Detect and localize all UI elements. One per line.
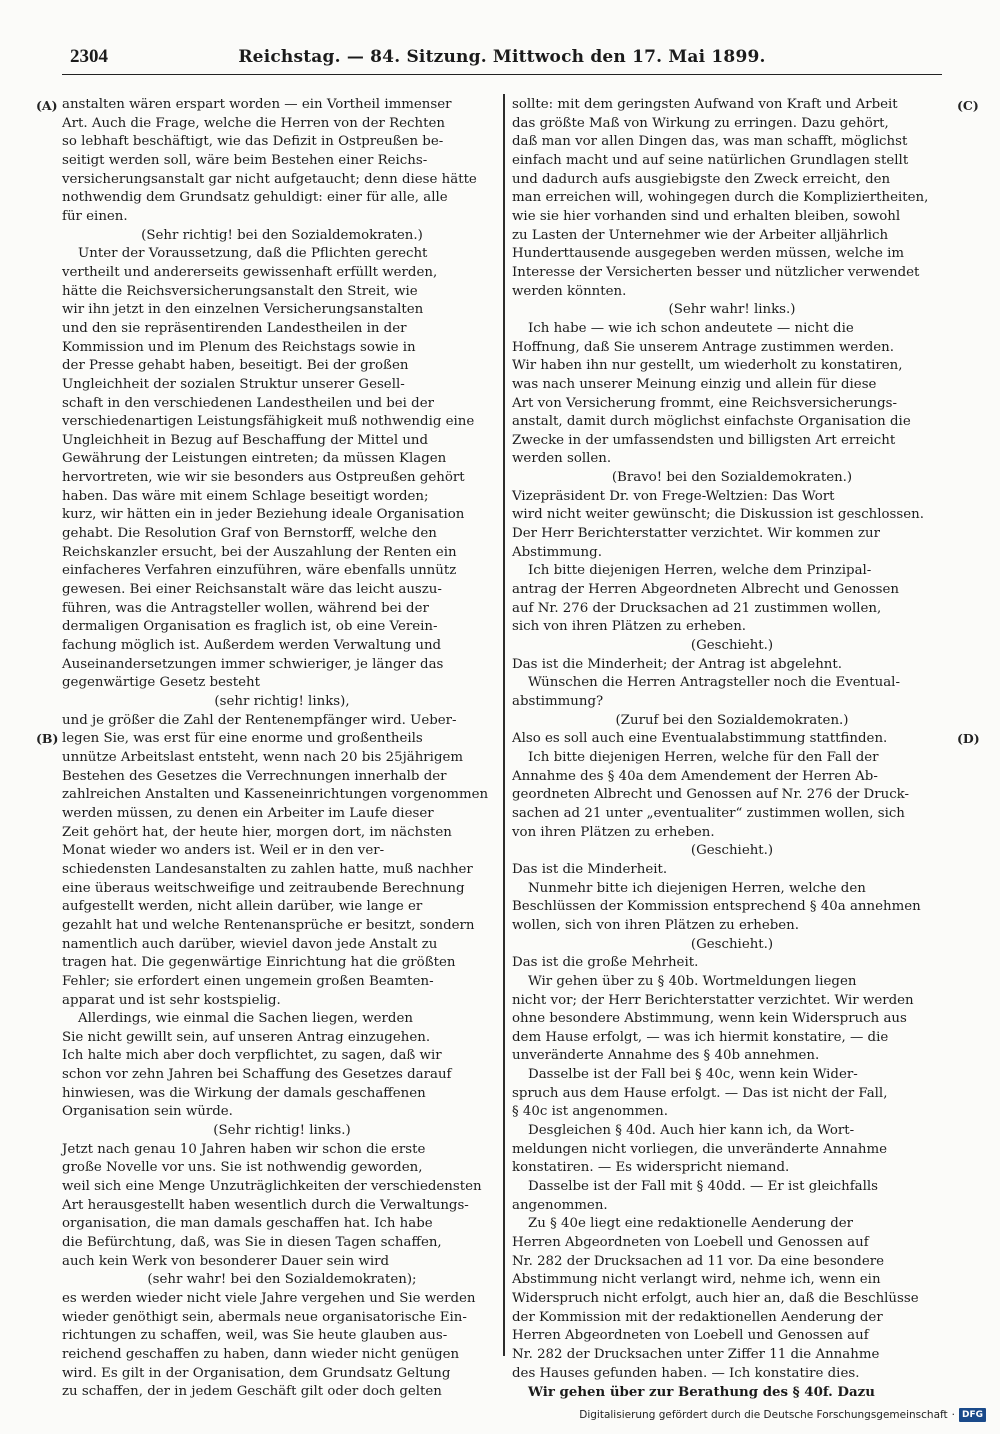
text-line: Nunmehr bitte ich diejenigen Herren, welche den: [528, 880, 866, 896]
text-line: organisation, die man damals geschaffen hat. Ich habe: [62, 1216, 433, 1232]
text-line: Herren Abgeordneten von Loebell und Genossen auf: [512, 1328, 869, 1344]
text-line: hinwiesen, was die Wirkung der damals geschaffenen: [62, 1085, 426, 1101]
text-line: reichend geschaffen zu haben, dann wieder nicht genügen: [62, 1346, 460, 1362]
text-line: Wir haben ihn nur gestellt, um wiederholt zu konstatiren,: [512, 358, 903, 374]
text-line: gegenwärtige Gesetz besteht: [62, 675, 260, 691]
text-line: nothwendig dem Grundsatz gehuldigt: einer für alle, alle: [62, 190, 448, 206]
text-line: Desgleichen § 40d. Auch hier kann ich, da Wort-: [528, 1123, 855, 1139]
text-line: auf Nr. 276 der Drucksachen ad 21 zustimmen wollen,: [512, 600, 882, 616]
margin-marker-d: (D): [957, 731, 980, 746]
text-line: Wir gehen über zur Berathung des § 40f. Dazu: [528, 1384, 875, 1401]
text-line: ohne besondere Abstimmung, wenn kein Widerspruch aus: [512, 1011, 907, 1027]
text-line: verschiedenartigen Leistungsfähigkeit muß nothwendig eine: [62, 414, 475, 430]
text-line: wollen, sich von ihren Plätzen zu erheben.: [512, 917, 800, 933]
text-line: Monat wieder wo anders ist. Weil er in den ver-: [62, 843, 385, 859]
text-line: legen Sie, was erst für eine enorme und großentheils: [62, 731, 423, 747]
credit-text: Digitalisierung gefördert durch die Deutsche Forschungsgemeinschaft: [579, 1409, 948, 1421]
text-line: und je größer die Zahl der Rentenempfänger wird. Ueber-: [62, 712, 457, 728]
text-line: gehabt. Die Resolution Graf von Bernstorff, welche den: [62, 526, 437, 542]
text-line: und dadurch aufs ausgiebigste den Zweck erreicht, den: [512, 171, 891, 187]
text-line: (sehr richtig! links),: [214, 694, 350, 709]
text-line: Herren Abgeordneten von Loebell und Genossen auf: [512, 1235, 869, 1251]
dfg-logo: DFG: [959, 1408, 986, 1422]
text-line: (Geschieht.): [690, 843, 774, 859]
text-line: Ungleichheit in Bezug auf Beschaffung der Mittel und: [62, 432, 429, 448]
text-line: Zwecke in der umfassendsten und billigsten Art erreicht: [512, 432, 896, 448]
text-line: Der Herr Berichterstatter verzichtet. Wir kommen zur: [512, 526, 881, 542]
text-line: Gewährung der Leistungen eintreten; da müssen Klagen: [62, 451, 447, 467]
text-line: eine überaus weitschweifige und zeitraubende Berechnung: [62, 880, 465, 896]
running-title: Reichstag. — 84. Sitzung. Mittwoch den 17. Mai 1899.: [238, 47, 766, 67]
text-line: Vizepräsident Dr. von Frege-Weltzien: Das Wort: [512, 488, 835, 504]
text-line: Hoffnung, daß Sie unserem Antrage zustimmen werden.: [512, 339, 894, 355]
text-line: wieder genöthigt sein, abermals neue organisatorische Ein-: [62, 1309, 467, 1325]
text-line: richtungen zu schaffen, weil, was Sie heute glauben aus-: [62, 1328, 448, 1344]
text-line: gewesen. Bei einer Reichsanstalt wäre das leicht auszu-: [62, 582, 442, 598]
text-line: Widerspruch nicht erfolgt, auch hier an, daß die Beschlüsse: [512, 1291, 919, 1306]
text-line: gezahlt hat und welche Rentenansprüche er besitzt, sondern: [62, 917, 475, 933]
text-line: der Kommission mit der redaktionellen Aenderung der: [512, 1309, 883, 1325]
text-line: vertheilt und andererseits gewissenhaft erfüllt werden,: [62, 264, 438, 280]
text-line: apparat und ist sehr kostspielig.: [62, 992, 281, 1008]
text-line: anstalten wären erspart worden — ein Vortheil immenser: [62, 97, 452, 112]
text-line: Art von Versicherung frommt, eine Reichsversicherungs-: [512, 395, 898, 411]
text-line: Interesse der Versicherten besser und nützlicher verwendet: [512, 264, 920, 280]
text-line: (Geschieht.): [690, 936, 774, 952]
text-line: (Geschieht.): [690, 638, 774, 654]
text-line: Abstimmung nicht verlangt wird, nehme ich, wenn ein: [512, 1272, 881, 1288]
text-line: kurz, wir hätten ein in jeder Beziehung ideale Organisation: [62, 507, 465, 523]
text-line: weil sich eine Menge Unzuträglichkeiten der verschiedensten: [62, 1179, 482, 1195]
margin-marker-b: (B): [36, 731, 59, 746]
text-line: versicherungsanstalt gar nicht aufgetaucht; denn diese hätte: [62, 171, 477, 187]
text-line: Jetzt nach genau 10 Jahren haben wir schon die erste: [62, 1141, 426, 1157]
text-line: zu schaffen, der in jedem Geschäft gilt oder doch gelten: [62, 1384, 442, 1400]
text-line: nicht vor; der Herr Berichterstatter verzichtet. Wir werden: [512, 992, 914, 1008]
text-line: Beschlüssen der Kommission entsprechend § 40a annehmen: [512, 899, 921, 915]
text-line: Auseinandersetzungen immer schwieriger, je länger das: [62, 656, 444, 672]
text-line: Ich bitte diejenigen Herren, welche dem Prinzipal-: [528, 563, 872, 579]
text-line: Nr. 282 der Drucksachen ad 11 vor. Da eine besondere: [512, 1253, 885, 1269]
text-line: unnütze Arbeitslast entsteht, wenn nach 20 bis 25jährigem: [62, 749, 464, 765]
text-line: Nr. 282 der Drucksachen unter Ziffer 11 die Annahme: [512, 1346, 880, 1362]
text-line: geordneten Albrecht und Genossen auf Nr. 276 der Druck-: [512, 787, 910, 803]
text-line: sollte: mit dem geringsten Aufwand von Kraft und Arbeit: [512, 97, 898, 112]
text-line: der Presse gehabt haben, beseitigt. Bei der großen: [62, 358, 409, 374]
text-line: Ungleichheit der sozialen Struktur unserer Gesell-: [62, 376, 405, 392]
text-line: Wir gehen über zu § 40b. Wortmeldungen liegen: [528, 973, 857, 989]
text-line: große Novelle vor uns. Sie ist nothwendig geworden,: [62, 1160, 423, 1176]
text-line: was nach unserer Meinung einzig und allein für diese: [512, 376, 877, 392]
text-line: Bestehen des Gesetzes die Verrechnungen innerhalb der: [62, 768, 447, 784]
text-line: (Sehr richtig! links.): [213, 1123, 351, 1139]
text-line: namentlich auch darüber, wieviel davon jede Anstalt zu: [62, 936, 438, 952]
text-line: sachen ad 21 unter „eventualiter“ zustimmen wollen, sich: [512, 805, 905, 821]
page-header: [62, 44, 942, 75]
text-line: Dasselbe ist der Fall bei § 40c, wenn kein Wider-: [528, 1067, 858, 1083]
text-line: dem Hause erfolgt, — was ich hiermit konstatire, — die: [512, 1029, 889, 1045]
text-line: des Hauses gefunden haben. — Ich konstatire dies.: [512, 1365, 860, 1381]
margin-marker-c: (C): [957, 98, 979, 113]
text-line: wird nicht weiter gewünscht; die Diskussion ist geschlossen.: [512, 507, 924, 523]
text-line: wir ihn jetzt in den einzelnen Versicherungsanstalten: [62, 302, 424, 318]
text-line: dermaligen Organisation es fraglich ist, ob eine Verein-: [62, 619, 438, 635]
text-line: es werden wieder nicht viele Jahre vergehen und Sie werden: [62, 1291, 476, 1306]
text-line: daß man vor allen Dingen das, was man schafft, möglichst: [512, 134, 908, 150]
text-line: wird. Es gilt in der Organisation, dem Grundsatz Geltung: [62, 1365, 451, 1381]
text-line: Ich bitte diejenigen Herren, welche für den Fall der: [528, 749, 879, 765]
text-line: werden sollen.: [512, 451, 612, 467]
text-line: konstatiren. — Es widerspricht niemand.: [512, 1160, 790, 1176]
text-line: wie sie hier vorhanden sind und erhalten bleiben, sowohl: [512, 208, 901, 224]
text-line: Unter der Voraussetzung, daß die Pflichten gerecht: [78, 246, 428, 262]
text-line: schiedensten Landesanstalten zu zahlen hatte, muß nachher: [62, 861, 473, 877]
text-line: aufgestellt werden, nicht allein darüber, wie lange er: [62, 899, 423, 915]
text-line: werden könnten.: [512, 283, 627, 299]
text-line: antrag der Herren Abgeordneten Albrecht und Genossen: [512, 582, 900, 598]
text-line: spruch aus dem Hause erfolgt. — Das ist nicht der Fall,: [512, 1085, 888, 1101]
text-line: von ihren Plätzen zu erheben.: [512, 824, 715, 840]
text-line: Hunderttausende ausgegeben werden müssen, welche im: [512, 246, 905, 262]
text-line: sich von ihren Plätzen zu erheben.: [512, 619, 747, 635]
text-line: (sehr wahr! bei den Sozialdemokraten);: [147, 1272, 417, 1288]
text-line: Das ist die große Mehrheit.: [512, 955, 699, 971]
text-line: die Befürchtung, daß, was Sie in diesen Tagen schaffen,: [62, 1235, 442, 1251]
text-line: (Zuruf bei den Sozialdemokraten.): [615, 712, 849, 728]
text-line: Sie nicht gewillt sein, auf unseren Antrag einzugehen.: [62, 1029, 431, 1045]
text-line: für einen.: [62, 208, 128, 224]
text-line: haben. Das wäre mit einem Schlage beseitigt worden;: [62, 488, 429, 504]
text-line: schon vor zehn Jahren bei Schaffung des Gesetzes darauf: [62, 1067, 452, 1083]
text-line: Zeit gehört hat, der heute hier, morgen dort, im nächsten: [62, 824, 452, 840]
text-line: schaft in den verschiedenen Landestheilen und bei der: [62, 395, 435, 411]
text-line: Das ist die Minderheit.: [512, 861, 668, 877]
margin-marker-a: (A): [36, 98, 58, 113]
text-line: so lebhaft beschäftigt, wie das Defizit in Ostpreußen be-: [62, 134, 444, 150]
text-line: einfach macht und auf seine natürlichen Grundlagen stellt: [512, 152, 909, 168]
text-line: Kommission und im Plenum des Reichstags sowie in: [62, 339, 416, 355]
text-line: hervortreten, wie wir sie besonders aus Ostpreußen gehört: [62, 470, 465, 486]
text-line: (Sehr wahr! links.): [668, 302, 796, 318]
text-line: fachung möglich ist. Außerdem werden Verwaltung und: [62, 638, 442, 654]
text-line: und den sie repräsentirenden Landestheilen in der: [62, 320, 407, 336]
text-line: Ich habe — wie ich schon andeutete — nicht die: [528, 320, 854, 336]
text-line: das größte Maß von Wirkung zu erringen. Dazu gehört,: [512, 115, 889, 131]
text-line: Ich halte mich aber doch verpflichtet, zu sagen, daß wir: [62, 1048, 442, 1064]
text-line: hätte die Reichsversicherungsanstalt den Streit, wie: [62, 283, 418, 299]
text-line: unveränderte Annahme des § 40b annehmen.: [512, 1048, 820, 1064]
page-number: 2304: [70, 46, 108, 67]
text-line: führen, was die Antragsteller wollen, während bei der: [62, 600, 429, 616]
text-line: man erreichen will, wohingegen durch die Kompliziertheiten,: [512, 190, 929, 206]
text-line: Abstimmung.: [512, 544, 602, 560]
text-line: Wünschen die Herren Antragsteller noch die Eventual-: [528, 675, 900, 691]
text-line: zu Lasten der Unternehmer wie der Arbeiter alljährlich: [512, 227, 889, 243]
text-line: Allerdings, wie einmal die Sachen liegen, werden: [78, 1011, 413, 1027]
text-line: Art. Auch die Frage, welche die Herren von der Rechten: [62, 115, 445, 131]
text-line: Organisation sein würde.: [62, 1104, 233, 1120]
left-column: [62, 96, 502, 1402]
text-line: Fehler; sie erfordert einen ungemein großen Beamten-: [62, 973, 434, 989]
text-line: zahlreichen Anstalten und Kasseneinrichtungen vorgenommen: [62, 787, 489, 803]
text-line: (Sehr richtig! bei den Sozialdemokraten.): [141, 227, 423, 243]
text-line: auch kein Werk von besonderer Dauer sein wird: [62, 1253, 390, 1269]
text-line: Dasselbe ist der Fall mit § 40dd. — Er ist gleichfalls: [528, 1179, 879, 1195]
text-line: abstimmung?: [512, 694, 604, 709]
text-line: werden müssen, zu denen ein Arbeiter im Laufe dieser: [62, 805, 434, 821]
text-line: tragen hat. Die gegenwärtige Einrichtung hat die größten: [62, 955, 456, 971]
text-line: Zu § 40e liegt eine redaktionelle Aenderung der: [528, 1216, 854, 1232]
column-divider: [503, 94, 505, 1356]
text-line: Also es soll auch eine Eventualabstimmung stattfinden.: [512, 731, 888, 747]
text-line: angenommen.: [512, 1197, 608, 1213]
digitization-credit: Digitalisierung gefördert durch die Deutsche Forschungsgemeinschaft · DFG: [579, 1408, 986, 1422]
text-line: seitigt werden soll, wäre beim Bestehen einer Reichs-: [62, 152, 428, 168]
text-line: § 40c ist angenommen.: [512, 1104, 668, 1120]
text-line: anstalt, damit durch möglichst einfachste Organisation die: [512, 414, 911, 430]
text-line: Art herausgestellt haben wesentlich durch die Verwaltungs-: [62, 1197, 469, 1213]
text-line: Reichskanzler ersucht, bei der Auszahlung der Renten ein: [62, 544, 457, 560]
text-line: Das ist die Minderheit; der Antrag ist abgelehnt.: [512, 656, 842, 672]
text-line: meldungen nicht vorliegen, die unveränderte Annahme: [512, 1141, 887, 1157]
right-column: [512, 96, 952, 1402]
text-line: Annahme des § 40a dem Amendement der Herren Ab-: [512, 768, 878, 784]
text-line: (Bravo! bei den Sozialdemokraten.): [611, 470, 853, 486]
text-line: einfacheres Verfahren einzuführen, wäre ebenfalls unnütz: [62, 563, 457, 579]
